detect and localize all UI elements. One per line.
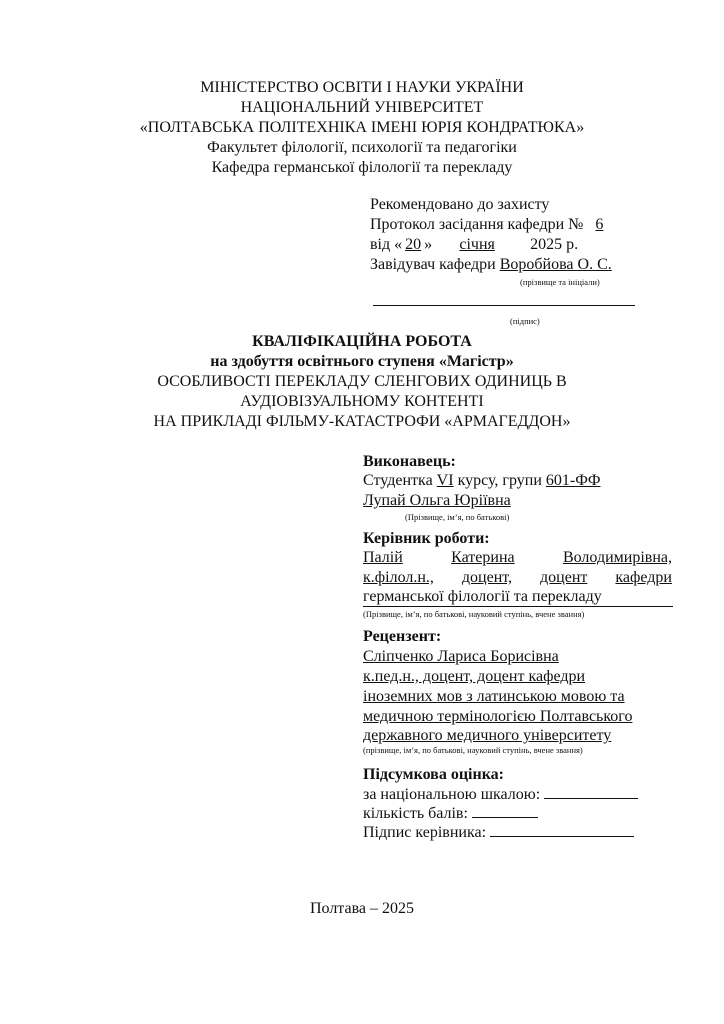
supervisor-word: Палій <box>363 549 403 566</box>
topic-line-3: НА ПРИКЛАДІ ФІЛЬМУ-КАТАСТРОФИ «АРМАГЕДДОН» <box>153 413 571 430</box>
reviewer-heading: Рецензент: <box>363 628 442 645</box>
performer-label: Студентка <box>363 472 433 489</box>
supervisor-department: германської філології та перекладу <box>363 588 602 605</box>
supervisor-word: кафедри <box>615 569 672 586</box>
supervisor-hint: (Прізвище, ім’я, по батькові, науковий ступінь, вчене звання) <box>363 609 585 619</box>
topic-line-2: АУДІОВІЗУАЛЬНОМУ КОНТЕНТІ <box>240 393 484 410</box>
grade-points-blank <box>472 817 538 818</box>
grade-signature-blank <box>490 836 634 837</box>
department-name: Кафедра германської філології та перекладу <box>211 159 513 176</box>
reviewer-line-5: державного медичного університету <box>363 727 612 744</box>
date-month: січня <box>459 236 495 253</box>
topic-line-1: ОСОБЛИВОСТІ ПЕРЕКЛАДУ СЛЕНГОВИХ ОДИНИЦЬ В <box>157 373 567 390</box>
protocol-line <box>370 216 603 234</box>
reviewer-hint: (прізвище, ім’я, по батькові, науковий ступінь, вчене звання) <box>363 745 583 755</box>
ministry-name: МІНІСТЕРСТВО ОСВІТИ І НАУКИ УКРАЇНИ <box>200 79 524 96</box>
grade-points-line <box>363 805 538 823</box>
reviewer-line-3: іноземних мов з латинською мовою та <box>363 688 625 705</box>
university-full-name: «ПОЛТАВСЬКА ПОЛІТЕХНІКА ІМЕНІ ЮРІЯ КОНДРАТЮКА» <box>139 119 585 136</box>
performer-group: 601-ФФ <box>545 472 601 489</box>
grade-signature-line <box>363 824 634 842</box>
reviewer-line-1: Сліпченко Лариса Борисівна <box>363 648 559 665</box>
department-head-name: Воробйова О. С. <box>499 256 612 273</box>
reviewer-line-4: медичною термінологією Полтавського <box>363 708 633 725</box>
degree-subtitle: на здобуття освітнього ступеня «Магістр» <box>210 353 514 370</box>
university-name: НАЦІОНАЛЬНИЙ УНІВЕРСИТЕТ <box>240 99 484 116</box>
date-close-quote: » <box>424 236 433 253</box>
supervisor-line-1 <box>363 549 672 567</box>
grade-national-blank <box>544 798 638 799</box>
supervisor-line-2 <box>363 569 672 587</box>
place-year: Полтава – 2025 <box>309 900 415 917</box>
supervisor-line-3 <box>363 588 673 607</box>
work-kind-title: КВАЛІФІКАЦІЙНА РОБОТА <box>252 333 472 350</box>
performer-course: VI <box>436 472 454 489</box>
grade-national-label: за національною шкалою: <box>363 786 541 803</box>
performer-group-label: курсу, групи <box>457 472 542 489</box>
date-year: 2025 р. <box>530 236 579 253</box>
grade-points-label: кількість балів: <box>363 805 468 822</box>
signature-hint: (підпис) <box>510 316 540 326</box>
recommended-label: Рекомендовано до захисту <box>370 196 550 213</box>
head-name-hint: (прізвище та ініціали) <box>520 277 600 287</box>
supervisor-heading: Керівник роботи: <box>363 530 490 547</box>
performer-course-line <box>363 472 600 490</box>
grade-national-line <box>363 786 638 804</box>
grade-heading: Підсумкова оцінка: <box>363 766 504 783</box>
department-head-line <box>370 256 612 274</box>
department-head-label: Завідувач кафедри <box>370 256 496 273</box>
performer-name: Лупай Ольга Юріївна <box>363 492 511 509</box>
protocol-number: 6 <box>595 216 604 233</box>
date-day: 20 <box>405 236 422 253</box>
protocol-label: Протокол засідання кафедри № <box>370 216 584 233</box>
signature-line <box>373 305 635 306</box>
faculty-name: Факультет філології, психології та педагогіки <box>207 139 517 156</box>
grade-signature-label: Підпис керівника: <box>363 824 487 841</box>
reviewer-line-2: к.пед.н., доцент, доцент кафедри <box>363 668 586 685</box>
performer-heading: Виконавець: <box>363 453 456 470</box>
supervisor-word: Катерина <box>451 549 515 566</box>
performer-name-hint: (Прізвище, ім’я, по батькові) <box>405 512 510 522</box>
protocol-date-line <box>370 236 578 254</box>
supervisor-word: к.філол.н., <box>363 569 434 586</box>
supervisor-word: доцент <box>540 569 588 586</box>
supervisor-word: Володимирівна, <box>562 549 672 566</box>
supervisor-word: доцент, <box>461 569 513 586</box>
date-open-quote: від « <box>370 236 403 253</box>
